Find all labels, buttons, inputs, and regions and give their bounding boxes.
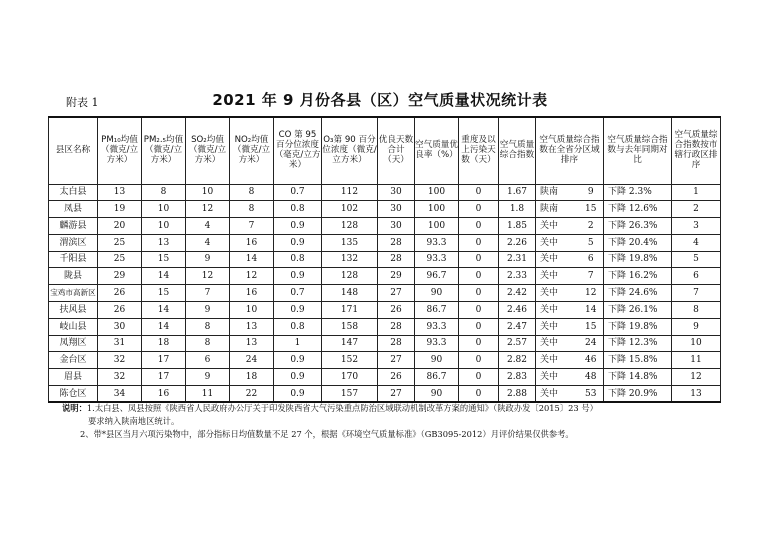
cell-yoy: 下降 26.3% (604, 218, 672, 235)
cell-heavy-days: 0 (459, 302, 499, 319)
col-header-region: 县区名称 (49, 117, 98, 184)
cell-province-rank: 53 (579, 386, 604, 403)
cell-co: 0.9 (274, 352, 322, 369)
page-title: 2021 年 9 月份各县（区）空气质量状况统计表 (212, 91, 548, 109)
cell-so2: 8 (186, 335, 230, 352)
cell-pm10: 34 (98, 386, 142, 403)
cell-aqi: 2.46 (499, 302, 536, 319)
cell-so2: 6 (186, 352, 230, 369)
table-row (49, 318, 721, 335)
col-header-yoy: 空气质量综合指数与去年同期对比 (604, 117, 672, 184)
cell-area: 陕南 (536, 184, 579, 201)
col-header-city-rank: 空气质量综合指数按市辖行政区排序 (672, 117, 721, 184)
cell-area: 关中 (536, 369, 579, 386)
cell-co: 0.9 (274, 234, 322, 251)
col-header-so2: SO₂均值（微克/立方米） (186, 117, 230, 184)
cell-region: 凤县 (49, 201, 98, 218)
cell-o3: 132 (322, 251, 378, 268)
cell-good-rate: 90 (415, 386, 459, 403)
cell-pm25: 18 (142, 335, 186, 352)
cell-no2: 16 (230, 285, 274, 302)
cell-city-rank: 1 (672, 184, 721, 201)
cell-good-days: 30 (378, 184, 415, 201)
cell-o3: 148 (322, 285, 378, 302)
cell-yoy: 下降 14.8% (604, 369, 672, 386)
col-header-good-rate: 空气质量优良率（%） (415, 117, 459, 184)
cell-region: 陈仓区 (49, 386, 98, 403)
cell-area: 关中 (536, 352, 579, 369)
cell-province-rank: 9 (579, 184, 604, 201)
cell-yoy: 下降 20.4% (604, 234, 672, 251)
cell-area: 关中 (536, 268, 579, 285)
cell-so2: 8 (186, 318, 230, 335)
cell-region: 千阳县 (49, 251, 98, 268)
cell-o3: 171 (322, 302, 378, 319)
cell-region: 凤翔区 (49, 335, 98, 352)
cell-region: 岐山县 (49, 318, 98, 335)
cell-region: 渭滨区 (49, 234, 98, 251)
cell-pm25: 8 (142, 184, 186, 201)
cell-pm10: 32 (98, 369, 142, 386)
table-header-row (49, 117, 721, 184)
cell-region: 麟游县 (49, 218, 98, 235)
cell-good-rate: 93.3 (415, 318, 459, 335)
cell-city-rank: 9 (672, 318, 721, 335)
cell-yoy: 下降 24.6% (604, 285, 672, 302)
cell-yoy: 下降 26.1% (604, 302, 672, 319)
cell-province-rank: 24 (579, 335, 604, 352)
cell-so2: 12 (186, 268, 230, 285)
table-row (49, 251, 721, 268)
cell-region: 金台区 (49, 352, 98, 369)
cell-o3: 102 (322, 201, 378, 218)
cell-co: 0.9 (274, 268, 322, 285)
notes-section (62, 402, 742, 441)
cell-yoy: 下降 16.2% (604, 268, 672, 285)
cell-so2: 11 (186, 386, 230, 403)
cell-pm25: 17 (142, 352, 186, 369)
cell-area: 关中 (536, 318, 579, 335)
cell-co: 0.9 (274, 218, 322, 235)
cell-area: 关中 (536, 302, 579, 319)
cell-pm10: 29 (98, 268, 142, 285)
cell-region: 太白县 (49, 184, 98, 201)
cell-pm25: 15 (142, 285, 186, 302)
cell-area: 关中 (536, 285, 579, 302)
col-header-pm25: PM₂.₅均值（微克/立方米） (142, 117, 186, 184)
cell-good-rate: 93.3 (415, 234, 459, 251)
cell-no2: 12 (230, 268, 274, 285)
cell-so2: 4 (186, 218, 230, 235)
cell-good-rate: 90 (415, 352, 459, 369)
cell-good-days: 27 (378, 285, 415, 302)
cell-region: 扶风县 (49, 302, 98, 319)
cell-pm10: 20 (98, 218, 142, 235)
cell-good-rate: 100 (415, 184, 459, 201)
cell-o3: 158 (322, 318, 378, 335)
cell-heavy-days: 0 (459, 352, 499, 369)
cell-so2: 12 (186, 201, 230, 218)
cell-city-rank: 12 (672, 369, 721, 386)
cell-co: 1 (274, 335, 322, 352)
cell-province-rank: 48 (579, 369, 604, 386)
cell-o3: 112 (322, 184, 378, 201)
cell-o3: 128 (322, 268, 378, 285)
cell-so2: 9 (186, 251, 230, 268)
cell-aqi: 2.83 (499, 369, 536, 386)
cell-city-rank: 10 (672, 335, 721, 352)
table-row (49, 285, 721, 302)
cell-region: 眉县 (49, 369, 98, 386)
cell-no2: 7 (230, 218, 274, 235)
cell-province-rank: 14 (579, 302, 604, 319)
cell-pm25: 17 (142, 369, 186, 386)
cell-city-rank: 5 (672, 251, 721, 268)
cell-area: 关中 (536, 218, 579, 235)
cell-o3: 152 (322, 352, 378, 369)
cell-pm10: 19 (98, 201, 142, 218)
cell-area: 关中 (536, 234, 579, 251)
note-line-1 (62, 402, 742, 415)
cell-co: 0.8 (274, 251, 322, 268)
cell-aqi: 2.88 (499, 386, 536, 403)
col-header-heavy-days: 重度及以上污染天数（天） (459, 117, 499, 184)
cell-o3: 135 (322, 234, 378, 251)
cell-o3: 128 (322, 218, 378, 235)
table-row (49, 201, 721, 218)
cell-aqi: 2.33 (499, 268, 536, 285)
cell-city-rank: 2 (672, 201, 721, 218)
table-row (49, 335, 721, 352)
cell-good-rate: 90 (415, 285, 459, 302)
col-header-pm10: PM₁₀均值（微克/立方米） (98, 117, 142, 184)
cell-area: 关中 (536, 251, 579, 268)
cell-aqi: 2.26 (499, 234, 536, 251)
cell-good-days: 30 (378, 201, 415, 218)
cell-good-days: 28 (378, 318, 415, 335)
air-quality-table (48, 116, 721, 403)
cell-no2: 14 (230, 251, 274, 268)
cell-aqi: 2.82 (499, 352, 536, 369)
cell-good-rate: 96.7 (415, 268, 459, 285)
cell-province-rank: 15 (579, 201, 604, 218)
cell-good-days: 28 (378, 251, 415, 268)
cell-o3: 147 (322, 335, 378, 352)
cell-good-days: 29 (378, 268, 415, 285)
cell-good-days: 30 (378, 218, 415, 235)
cell-good-days: 27 (378, 386, 415, 403)
cell-province-rank: 2 (579, 218, 604, 235)
cell-good-rate: 93.3 (415, 251, 459, 268)
cell-good-days: 28 (378, 234, 415, 251)
cell-aqi: 2.57 (499, 335, 536, 352)
cell-co: 0.8 (274, 318, 322, 335)
cell-province-rank: 7 (579, 268, 604, 285)
cell-good-days: 28 (378, 335, 415, 352)
cell-city-rank: 7 (672, 285, 721, 302)
cell-co: 0.7 (274, 184, 322, 201)
cell-area: 陕南 (536, 201, 579, 218)
cell-yoy: 下降 15.8% (604, 352, 672, 369)
cell-no2: 8 (230, 201, 274, 218)
table-row (49, 268, 721, 285)
cell-aqi: 2.42 (499, 285, 536, 302)
cell-yoy: 下降 12.3% (604, 335, 672, 352)
cell-province-rank: 46 (579, 352, 604, 369)
cell-co: 0.9 (274, 369, 322, 386)
cell-pm10: 25 (98, 251, 142, 268)
cell-good-rate: 100 (415, 201, 459, 218)
table-row (49, 352, 721, 369)
cell-co: 0.8 (274, 201, 322, 218)
cell-no2: 10 (230, 302, 274, 319)
cell-good-days: 26 (378, 369, 415, 386)
cell-so2: 4 (186, 234, 230, 251)
cell-no2: 24 (230, 352, 274, 369)
cell-good-days: 27 (378, 352, 415, 369)
cell-o3: 157 (322, 386, 378, 403)
cell-area: 关中 (536, 335, 579, 352)
cell-pm10: 32 (98, 352, 142, 369)
cell-good-rate: 100 (415, 218, 459, 235)
cell-heavy-days: 0 (459, 268, 499, 285)
cell-province-rank: 15 (579, 318, 604, 335)
cell-heavy-days: 0 (459, 251, 499, 268)
cell-pm10: 13 (98, 184, 142, 201)
cell-yoy: 下降 2.3% (604, 184, 672, 201)
table-row (49, 302, 721, 319)
col-header-no2: NO₂均值（微克/立方米） (230, 117, 274, 184)
cell-yoy: 下降 19.8% (604, 251, 672, 268)
cell-pm25: 14 (142, 318, 186, 335)
cell-so2: 7 (186, 285, 230, 302)
cell-no2: 16 (230, 234, 274, 251)
cell-o3: 170 (322, 369, 378, 386)
cell-region: 陇县 (49, 268, 98, 285)
cell-province-rank: 12 (579, 285, 604, 302)
table-row (49, 218, 721, 235)
cell-heavy-days: 0 (459, 386, 499, 403)
cell-aqi: 1.85 (499, 218, 536, 235)
cell-good-rate: 93.3 (415, 335, 459, 352)
cell-aqi: 2.47 (499, 318, 536, 335)
cell-heavy-days: 0 (459, 335, 499, 352)
cell-pm25: 10 (142, 218, 186, 235)
cell-good-rate: 86.7 (415, 302, 459, 319)
table-body (49, 184, 721, 402)
cell-no2: 13 (230, 335, 274, 352)
cell-heavy-days: 0 (459, 184, 499, 201)
cell-good-rate: 86.7 (415, 369, 459, 386)
col-header-good-days: 优良天数合计（天） (378, 117, 415, 184)
cell-co: 0.9 (274, 386, 322, 403)
cell-no2: 18 (230, 369, 274, 386)
cell-heavy-days: 0 (459, 318, 499, 335)
attachment-label: 附表 1 (66, 96, 99, 109)
cell-city-rank: 11 (672, 352, 721, 369)
cell-pm10: 26 (98, 302, 142, 319)
cell-heavy-days: 0 (459, 218, 499, 235)
cell-so2: 10 (186, 184, 230, 201)
cell-yoy: 下降 19.8% (604, 318, 672, 335)
cell-pm10: 30 (98, 318, 142, 335)
table-row (49, 234, 721, 251)
cell-pm25: 14 (142, 268, 186, 285)
cell-city-rank: 8 (672, 302, 721, 319)
cell-pm25: 16 (142, 386, 186, 403)
cell-region: 宝鸡市高新区 (49, 285, 98, 302)
col-header-aqi: 空气质量综合指数 (499, 117, 536, 184)
note-1-text: 1.太白县、凤县按照《陕西省人民政府办公厅关于印发陕西省大气污染重点防治区域联动机制改革方案的通知》（陕政办发〔2015〕23 号） (86, 403, 598, 413)
cell-pm25: 15 (142, 251, 186, 268)
col-header-co: CO 第 95 百分位浓度（毫克/立方米） (274, 117, 322, 184)
note-line-2: 2、带*县区当月六项污染物中，部分指标日均值数量不足 27 个，根据《环境空气质量标准》（GB3095-2012）月评价结果仅供参考。 (80, 429, 574, 439)
cell-no2: 8 (230, 184, 274, 201)
cell-pm10: 31 (98, 335, 142, 352)
cell-co: 0.9 (274, 302, 322, 319)
cell-city-rank: 4 (672, 234, 721, 251)
cell-pm10: 26 (98, 285, 142, 302)
notes-lead: 说明： (62, 403, 87, 413)
cell-heavy-days: 0 (459, 201, 499, 218)
cell-province-rank: 6 (579, 251, 604, 268)
cell-so2: 9 (186, 302, 230, 319)
cell-yoy: 下降 12.6% (604, 201, 672, 218)
cell-co: 0.7 (274, 285, 322, 302)
cell-pm10: 25 (98, 234, 142, 251)
cell-heavy-days: 0 (459, 285, 499, 302)
table-row (49, 386, 721, 403)
cell-heavy-days: 0 (459, 369, 499, 386)
cell-city-rank: 13 (672, 386, 721, 403)
cell-pm25: 13 (142, 234, 186, 251)
cell-aqi: 1.67 (499, 184, 536, 201)
cell-area: 关中 (536, 386, 579, 403)
table-row (49, 184, 721, 201)
cell-pm25: 14 (142, 302, 186, 319)
table-row (49, 369, 721, 386)
cell-city-rank: 3 (672, 218, 721, 235)
cell-pm25: 10 (142, 201, 186, 218)
cell-aqi: 2.31 (499, 251, 536, 268)
col-header-o3: O₃第 90 百分位浓度（微克/立方米） (322, 117, 378, 184)
cell-heavy-days: 0 (459, 234, 499, 251)
cell-no2: 22 (230, 386, 274, 403)
cell-aqi: 1.8 (499, 201, 536, 218)
cell-no2: 13 (230, 318, 274, 335)
cell-good-days: 26 (378, 302, 415, 319)
cell-yoy: 下降 20.9% (604, 386, 672, 403)
cell-province-rank: 5 (579, 234, 604, 251)
cell-so2: 9 (186, 369, 230, 386)
col-header-province-rank: 空气质量综合指数在全省分区域排序 (536, 117, 604, 184)
cell-city-rank: 6 (672, 268, 721, 285)
note-line-1-cont: 要求纳入陕南地区统计。 (88, 416, 180, 426)
